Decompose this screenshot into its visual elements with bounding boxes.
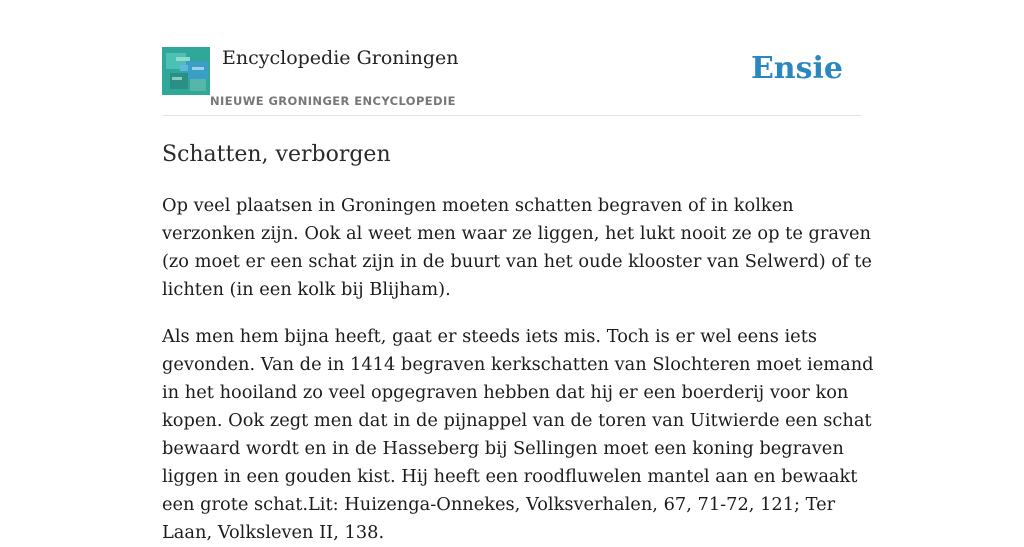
article-paragraph: Als men hem bijna heeft, gaat er steeds iets mis. Toch is er wel eens iets gevonden. Van de in 1414 begraven kerkschatten van Slochteren moet iemand in het hooiland zo veel opgegraven hebben dat hij er een boerderij voor kon kopen. Ook zegt men dat in de pijnappel van de toren van Uitwierde een schat bewaard wordt en in de Hasseberg bij Sellingen moet een koning begraven liggen in een gouden kist. Hij heeft een roodfluwelen mantel aan en bewaakt een grote schat.Lit: Huizenga-Onnekes, Volksverhalen, 67, 71-72, 121; Ter Laan, Volksleven II, 138. [162,326,874,543]
site-subtitle: NIEUWE GRONINGER ENCYCLOPEDIE [210,94,456,108]
site-title[interactable]: Encyclopedie Groningen [222,47,459,69]
map-logo-icon[interactable] [162,47,210,95]
site-header [162,0,862,116]
brand-logo-link[interactable]: Ensie [750,51,843,86]
article-title: Schatten, verborgen [162,142,391,167]
article-paragraph: Op veel plaatsen in Groningen moeten schatten begraven of in kolken verzonken zijn. Ook al weet men waar ze liggen, het lukt nooit ze op te graven (zo moet er een schat zijn in de buurt van het oude klooster van Selwerd) of te lichten (in een kolk bij Blijham). [162,195,872,300]
